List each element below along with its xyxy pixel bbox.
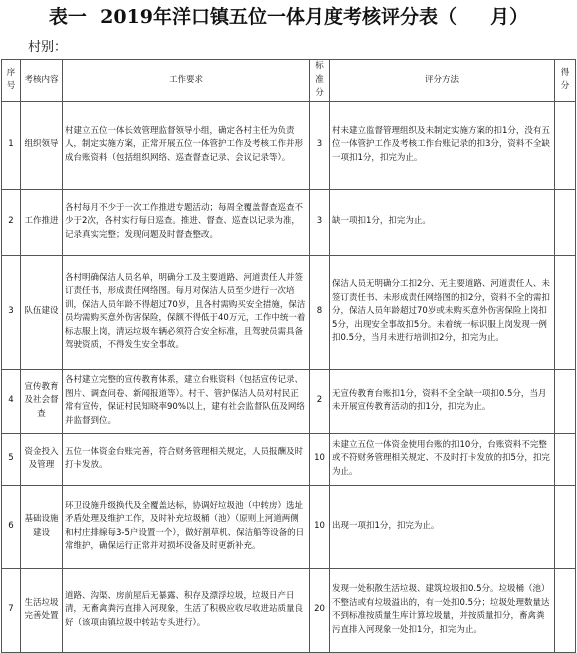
table-row: [2, 189, 576, 255]
row-method: 无宣传教育台账扣1分，资料不全全缺一项扣0.5分，当月未开展宣传教育活动的扣1分，扣完为止。: [330, 369, 555, 433]
row-method: 保洁人员无明确分工扣2分、无主要道路、河道责任人、未签订责任书、未形成责任网络图的扣2分，资料不全的需扣分，保洁人员年龄超过70岁或未购买意外伤害保险上岗扣5分，出现安全事故扣5分。未着统一标识服上岗发现一例扣0.5分，当月未进行培训扣2分，扣完为止。: [330, 255, 555, 369]
row-content: 基础设施建设: [21, 485, 63, 568]
row-standard: 8: [310, 255, 330, 369]
page-title: 表一 2019年洋口镇五位一体月度考核评分表（ 月）: [48, 6, 529, 28]
row-method: 村未建立监督管理组织及未制定实施方案的扣1分，没有五位一体管护工作及考核工作台账记录的扣3分，资料不全缺一项扣1分，扣完为止。: [330, 101, 555, 189]
row-content: 生活垃圾完善处置: [21, 568, 63, 652]
row-method: 缺一项扣1分，扣完为止。: [330, 189, 555, 255]
row-no: 2: [2, 189, 21, 255]
row-score-cell[interactable]: [555, 568, 576, 652]
row-requirement: 五位一体资金台账完善，符合财务管理相关规定，人员报酬及时打卡发放。: [63, 433, 310, 485]
row-requirement: 环卫设施升级换代及全覆盖达标，协调好垃圾池（中转房）选址矛盾处理及维护工作，及时补充垃圾桶（池）（原则上河道两侧和村庄排線每3-5户设置一个），做好割草机、保洁船等设备的日常维护，确保运行正常并对损坏设备及时更新补充。: [63, 485, 310, 568]
row-score-cell[interactable]: [555, 369, 576, 433]
village-label: 村别：: [28, 40, 68, 55]
row-score-cell[interactable]: [555, 485, 576, 568]
row-content: 工作推进: [21, 189, 63, 255]
header-row: [2, 60, 576, 102]
table-row: [2, 255, 576, 369]
row-no: 4: [2, 369, 21, 433]
row-standard: 10: [310, 433, 330, 485]
row-standard: 2: [310, 369, 330, 433]
header-method: 评分方法: [330, 60, 555, 102]
row-content: 宣传教育及社会督查: [21, 369, 63, 433]
table-row: [2, 433, 576, 485]
row-content: 队伍建设: [21, 255, 63, 369]
table-row: [2, 369, 576, 433]
row-method: 出现一项扣1分，扣完为止。: [330, 485, 555, 568]
row-no: 6: [2, 485, 21, 568]
row-requirement: 各村建立完整的宣传教育体系，建立台账资料（包括宣传记录、图片、调查问卷、新闻报道等）。村干、管护保洁人员对村民正常有宣传，保证村民知晓率90%以上，建有社会监督队伍及网络并监督到位。: [63, 369, 310, 433]
row-content: 组织领导: [21, 101, 63, 189]
row-no: 7: [2, 568, 21, 652]
row-score-cell[interactable]: [555, 433, 576, 485]
row-requirement: 各村明确保洁人员名单，明确分工及主要道路、河道责任人并签订责任书，形成责任网络图。每月对保洁人员至少进行一次培训，保洁人员年龄不得超过70岁，且各村需购买安全措施，保洁员均需购买意外伤害保险，保额不得低于40万元，工作中统一着标志服上岗，清运垃圾车辆必须符合安全标准，且驾驶员需具备驾驶资质，不得发生安全事故。: [63, 255, 310, 369]
row-standard: 3: [310, 189, 330, 255]
row-score-cell[interactable]: [555, 189, 576, 255]
header-standard: 标准分: [310, 60, 330, 102]
row-method: 发现一处积散生活垃圾、建筑垃圾扣0.5分。垃圾桶（池）不整洁或有垃圾溢出的，有一处扣0.5分；垃圾处理数量达不到标准按质量生库计算垃圾量，并按质量扣分，畜禽粪污直排入河现象一处扣1分，扣完为止。: [330, 568, 555, 652]
header-requirement: 工作要求: [63, 60, 310, 102]
row-standard: 20: [310, 568, 330, 652]
table-row: [2, 485, 576, 568]
row-no: 1: [2, 101, 21, 189]
row-no: 3: [2, 255, 21, 369]
row-requirement: 道路、沟渠、房前屋后无暴露、积存及漂浮垃圾，垃圾日产日清，无畜禽粪污直排入河现象，生活了积极应收尽收进站质量良好（该项由镇垃圾中转站专头进行）。: [63, 568, 310, 652]
row-requirement: 各村每月不少于一次工作推进专题活动；每周全覆盖督查巡查不少于2次，各村实行每日巡查。推进、督查、巡查以记录为准，记录真实完整；发现问题及时督查整改。: [63, 189, 310, 255]
header-score: 得分: [555, 60, 576, 102]
header-content: 考核内容: [21, 60, 63, 102]
row-score-cell[interactable]: [555, 101, 576, 189]
row-requirement: 村建立五位一体长效管理监督领导小组，确定各村主任为负责人，制定实施方案，正常开展五位一体管护工作及考核工作并形成台账资料（包括组织网络、巡查督查记录、会议记录等）。: [63, 101, 310, 189]
table-row: [2, 568, 576, 652]
row-standard: 10: [310, 485, 330, 568]
score-table: [1, 59, 576, 653]
row-content: 资金投入及管理: [21, 433, 63, 485]
row-method: 未建立五位一体资金使用台账的扣10分，台账资料不完整或不符财务管理相关规定、不及时打卡发放的扣5分，扣完为止。: [330, 433, 555, 485]
row-standard: 3: [310, 101, 330, 189]
row-score-cell[interactable]: [555, 255, 576, 369]
header-no: 序号: [2, 60, 21, 102]
row-no: 5: [2, 433, 21, 485]
table-row: [2, 101, 576, 189]
